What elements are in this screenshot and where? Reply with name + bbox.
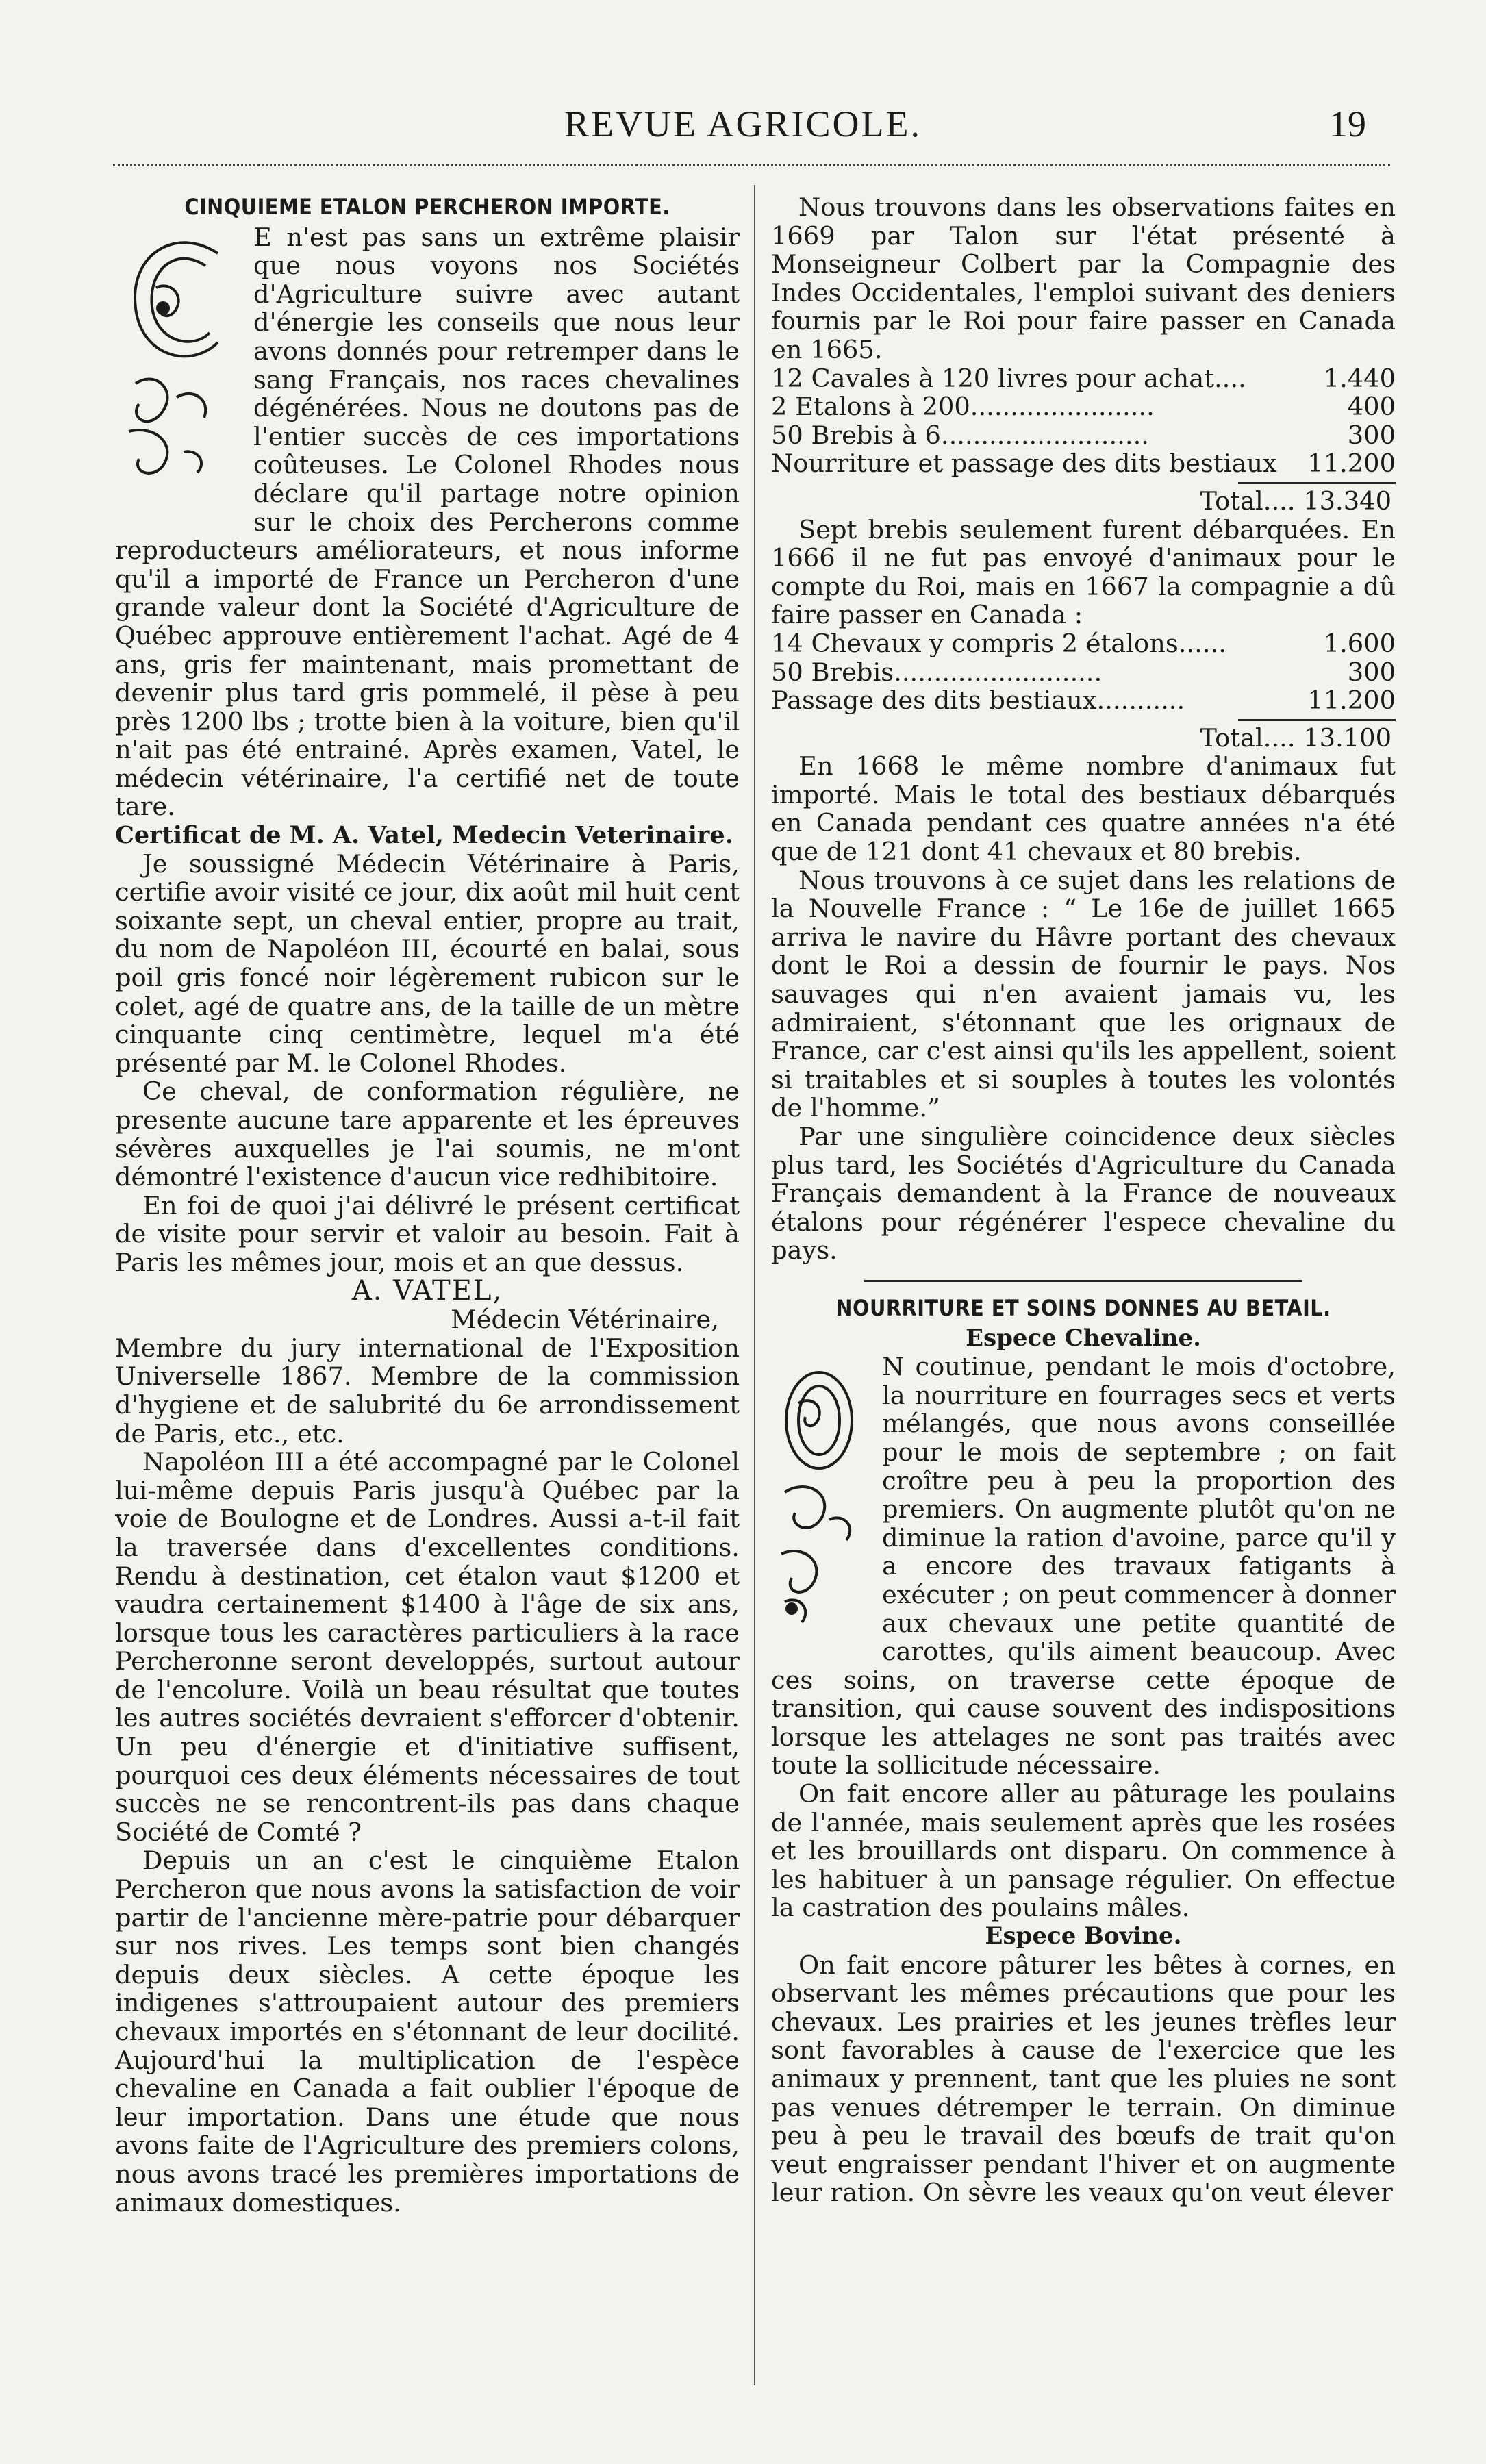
octobre-paragraph: N coutinue, pendant le mois d'octobre, la nourriture en fourrages secs et verts mélangés, que nous avons conseillée pour le mois de septembre ; on fait croître peu à peu la proportion des premiers. On augmente plutôt qu'on ne diminue la ration d'avoine, parce qu'il y a encore des travaux fatigants à exécuter ; on peut commencer à donner aux chevaux une petite quantité de carottes, qu'ils aiment beaucoup. Avec ces soins, on traverse cette époque de transition, qui cause souvent des indispositions lorsque les attelages ne sont pas traités avec toute la sollicitude nécessaire. [771,1352,1396,1781]
certificate-title: Certificat de M. A. Vatel, Medecin Veterinaire. [115,821,733,850]
ledger-1665 [771,364,1396,516]
ledger-1667 [771,629,1396,752]
paragraph-1668: En 1668 le même nombre d'animaux fut importé. Mais le total des bestiaux débarqués en Canada pendant ces quatre années n'a été que de 121 dont 41 chevaux et 80 brebis. [771,751,1396,867]
running-title: REVUE AGRICOLE. [564,103,922,144]
ledger-row [771,629,1396,658]
page-number: 19 [1329,103,1366,144]
ledger-amount: 400 [1347,392,1396,422]
paturage-paragraph: On fait encore aller au pâturage les poulains de l'année, mais seulement après que les rosées et les brouillards ont disparu. On commence à les habituer à un pansage régulier. On effectue la castration des poulains mâles. [771,1779,1396,1923]
ledger-amount: 1.440 [1323,363,1396,393]
ledger-label: 12 Cavales à 120 livres pour achat.... [771,363,1246,393]
relations-paragraph: Nous trouvons à ce sujet dans les relations de la Nouvelle France : “ Le 16e de juillet 1665 arriva le navire du Hâvre portant des chevaux dont le Roi a dessin de fournir le pays. Nos sauvages qui n'en avaient jamais vu, les admiraient, s'étonnant que les orignaux de France, car c'est ainsi qu'ils les appellent, soient si traitables et si souples à toutes les volontés de l'homme.” [771,865,1396,1123]
right-column [771,193,1396,2207]
ledger-amount: 11.200 [1307,686,1396,716]
napoleon-paragraph: Napoléon III a été accompagné par le Colonel lui-même depuis Paris jusqu'à Québec par la voie de Boulogne et de Londres. Aussi a-t-il fait la traversée dans d'excellentes conditions. Rendu à destination, cet étalon vaut $1200 et vaudra certainement $1400 à l'âge de six ans, lorsque tous les caractères particuliers à la race Percheronne seront developpés, surtout autour de l'encolure. Voilà un beau résultat que toutes les autres sociétés devraient s'efforcer d'obtenir. Un peu d'énergie et d'initiative suffisent, pourquoi ces deux éléments nécessaires de tout succès ne se rencontrent-ils pas dans chaque Société de Comté ? [115,1447,740,1847]
signature-name: A. VATEL, [351,1274,503,1307]
ledger-label: 2 Etalons à 200....................... [771,392,1155,422]
ledger-label: 50 Brebis à 6.......................... [771,420,1149,450]
ledger-amount: 1.600 [1323,628,1396,658]
ornamental-initial-o-icon [771,1355,874,1650]
ornamental-initial-c-icon [115,226,245,520]
bovine-paragraph: On fait encore pâturer les bêtes à cornes, en observant les mêmes précautions que pour les chevaux. Les prairies et les jeunes trèfles leur sont favorables à cause de l'exercice que les animaux y prennent, tant que les pluies ne sont pas venues détremper le terrain. On diminue peu à peu le travail des bœufs de trait qu'on veut engraisser pendant l'hiver et on augmente leur ration. On sèvre les veaux qu'on veut élever [771,1950,1396,2208]
coincidence-paragraph: Par une singulière coincidence deux siècles plus tard, les Sociétés d'Agriculture du Canada Français demandent à la France de nouveaux étalons pour régénérer l'espece chevaline du pays. [771,1122,1396,1266]
ledger-row [771,658,1396,687]
ledger-amount: 300 [1347,420,1396,450]
certificate-paragraph-1: Je soussigné Médecin Vétérinaire à Paris, certifie avoir visité ce jour, dix août mil huit cent soixante sept, un cheval entier, propre au trait, du nom de Napoléon III, écourté en balai, sous poil gris foncé noir légèrement rubicon sur le colet, agé de quatre ans, de la taille de un mètre cinquante cinq centimètre, lequel m'a été présenté par M. le Colonel Rhodes. [115,848,740,1078]
ledger-label: Nourriture et passage des dits bestiaux [771,449,1277,479]
header-rule [113,164,1390,166]
ledger-total: Total.... 13.340 [1200,486,1391,516]
left-column [115,193,740,2217]
sept-brebis-paragraph: Sept brebis seulement furent débarquées. En 1666 il ne fut pas envoyé d'animaux pour le compte du Roi, mais en 1667 la compagnie a dû faire passer en Canada : [771,514,1396,630]
signature-role: Médecin Vétérinaire, [451,1305,719,1335]
talon-paragraph: Nous trouvons dans les observations faites en 1669 par Talon sur l'état présenté à Monseigneur Colbert par la Compagnie des Indes Occidentales, l'emploi suivant des deniers fournis par le Roi pour faire passer en Canada en 1665. [771,192,1396,364]
ledger-row [771,392,1396,421]
ledger-total: Total.... 13.100 [1200,722,1391,753]
ledger-amount: 300 [1347,657,1396,687]
certificate-paragraph-2: Ce cheval, de conformation régulière, ne presente aucune tare apparente et les épreuves sévères auxquelles je l'ai soumis, ne m'ont démontré l'existence d'aucun vice redhibitoire. [115,1077,740,1192]
ledger-row [771,449,1396,478]
subtitle-chevaline: Espece Chevaline. [966,1324,1201,1352]
total-rule [1238,719,1396,721]
section-rule [864,1280,1302,1282]
section-title-percheron: CINQUIEME ETALON PERCHERON IMPORTE. [184,194,670,220]
intro-paragraph: E n'est pas sans un extrême plaisir que nous voyons nos Sociétés d'Agriculture suivre avec autant d'énergie les conseils que nous leur avons donnés pour retremper dans le sang Français, nos races chevalines dégénérées. Nous ne doutons pas de l'entier succès de ces importations coûteuses. Le Colonel Rhodes nous déclare qu'il partage notre opinion sur le choix des Percherons comme reproducteurs améliorateurs, et nous informe qu'il a importé de France un Percheron d'une grande valeur dont la Société d'Agriculture de Québec approuve entièrement l'achat. Agé de 4 ans, gris fer maintenant, mais promettant de devenir plus tard gris pommelé, il pèse à peu près 1200 lbs ; trotte bien à la voiture, bien qu'il n'ait pas été entrainé. Après examen, Vatel, le médecin vétérinaire, l'a certifié net de toute tare. [115,222,740,822]
ledger-label: Passage des dits bestiaux........... [771,686,1185,716]
ledger-amount: 11.200 [1307,449,1396,479]
ledger-label: 50 Brebis.......................... [771,657,1103,687]
signature-details: Membre du jury international de l'Exposition Universelle 1867. Membre de la commission d'hygiene et de salubrité du 6e arrondissement de Paris, etc., etc. [115,1333,740,1448]
column-divider [754,185,755,2385]
ledger-label: 14 Chevaux y compris 2 étalons...... [771,628,1226,658]
total-rule [1238,482,1396,484]
ledger-row [771,364,1396,393]
certificate-paragraph-3: En foi de quoi j'ai délivré le présent certificat de visite pour servir et valoir au besoin. Fait à Paris les mêmes jour, mois et an que dessus. [115,1190,740,1277]
ledger-row [771,421,1396,450]
depuis-paragraph: Depuis un an c'est le cinquième Etalon Percheron que nous avons la satisfaction de voir partir de l'ancienne mère-patrie pour débarquer sur nos rives. Les temps sont bien changés depuis deux siècles. A cette époque les indigenes s'attroupaient autour des premiers chevaux importés en s'étonnant de leur docilité. Aujourd'hui la multiplication de l'espèce chevaline en Canada a fait oublier l'époque de leur importation. Dans une étude que nous avons faite de l'Agriculture des premiers colons, nous avons tracé les premières importations de animaux domestiques. [115,1846,740,2217]
subtitle-bovine: Espece Bovine. [985,1922,1182,1950]
section-title-nourriture: NOURRITURE ET SOINS DONNES AU BETAIL. [835,1294,1331,1321]
ledger-row [771,686,1396,715]
